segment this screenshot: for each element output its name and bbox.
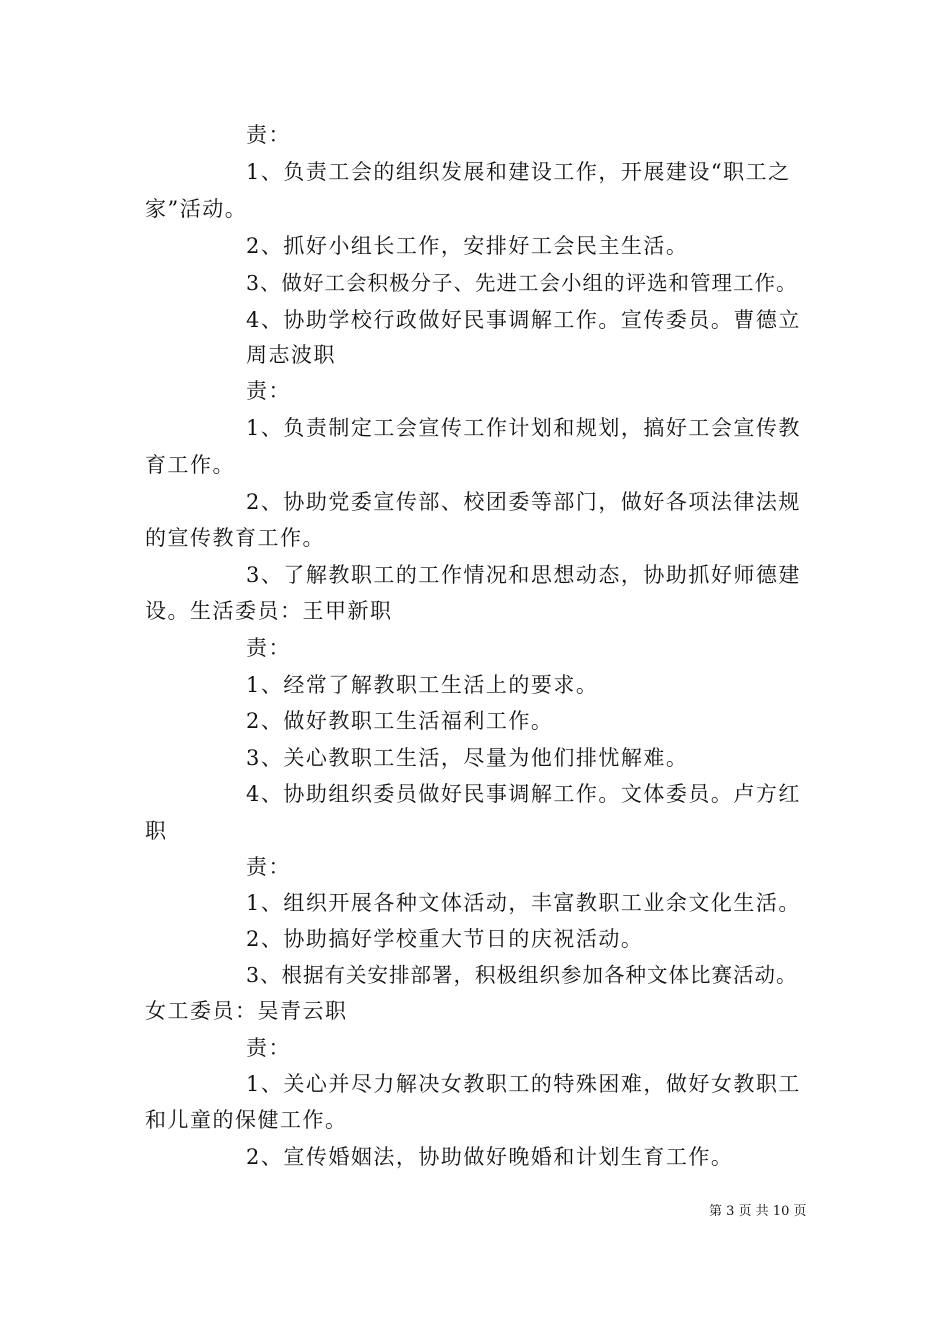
body-line: 1、组织开展各种文体活动，丰富教职工业余文化生活。: [246, 891, 801, 915]
body-line: 责：: [246, 855, 291, 879]
body-line: 4、协助组织委员做好民事调解工作。文体委员。卢方红: [246, 782, 801, 806]
body-line: 1、经常了解教职工生活上的要求。: [246, 673, 599, 697]
body-line: 的宣传教育工作。: [145, 526, 325, 550]
body-line: 责：: [246, 123, 291, 147]
body-line: 1、负责制定工会宣传工作计划和规划，搞好工会宣传教: [246, 416, 801, 440]
body-line: 周志波职: [246, 343, 336, 367]
body-line: 3、做好工会积极分子、先进工会小组的评选和管理工作。: [246, 271, 798, 295]
body-line: 2、宣传婚姻法，协助做好晚婚和计划生育工作。: [246, 1145, 734, 1169]
body-line: 3、了解教职工的工作情况和思想动态，协助抓好师德建: [246, 563, 801, 587]
body-line: 责：: [246, 379, 291, 403]
body-line: 3、根据有关安排部署，积极组织参加各种文体比赛活动。: [246, 963, 798, 987]
body-line: 1、负责工会的组织发展和建设工作，开展建设“职工之: [246, 160, 791, 184]
body-line: 育工作。: [145, 453, 235, 477]
body-line: 女工委员：吴青云职: [145, 999, 348, 1023]
body-line: 和儿童的保健工作。: [145, 1108, 348, 1132]
body-line: 责：: [246, 636, 291, 660]
body-line: 3、关心教职工生活，尽量为他们排忧解难。: [246, 746, 689, 770]
body-line: 2、协助搞好学校重大节日的庆祝活动。: [246, 927, 644, 951]
body-line: 家”活动。: [145, 197, 248, 221]
body-line: 2、做好教职工生活福利工作。: [246, 709, 554, 733]
body-line: 设。生活委员：王甲新职: [145, 599, 393, 623]
body-line: 4、协助学校行政做好民事调解工作。宣传委员。曹德立: [246, 308, 801, 332]
page-number-footer: 第 3 页 共 10 页: [709, 1204, 807, 1219]
body-line: 2、协助党委宣传部、校团委等部门，做好各项法律法规: [246, 490, 801, 514]
body-line: 职: [145, 819, 168, 843]
body-line: 1、关心并尽力解决女教职工的特殊困难，做好女教职工: [246, 1072, 801, 1096]
body-line: 责：: [246, 1036, 291, 1060]
body-line: 2、抓好小组长工作，安排好工会民主生活。: [246, 234, 689, 258]
